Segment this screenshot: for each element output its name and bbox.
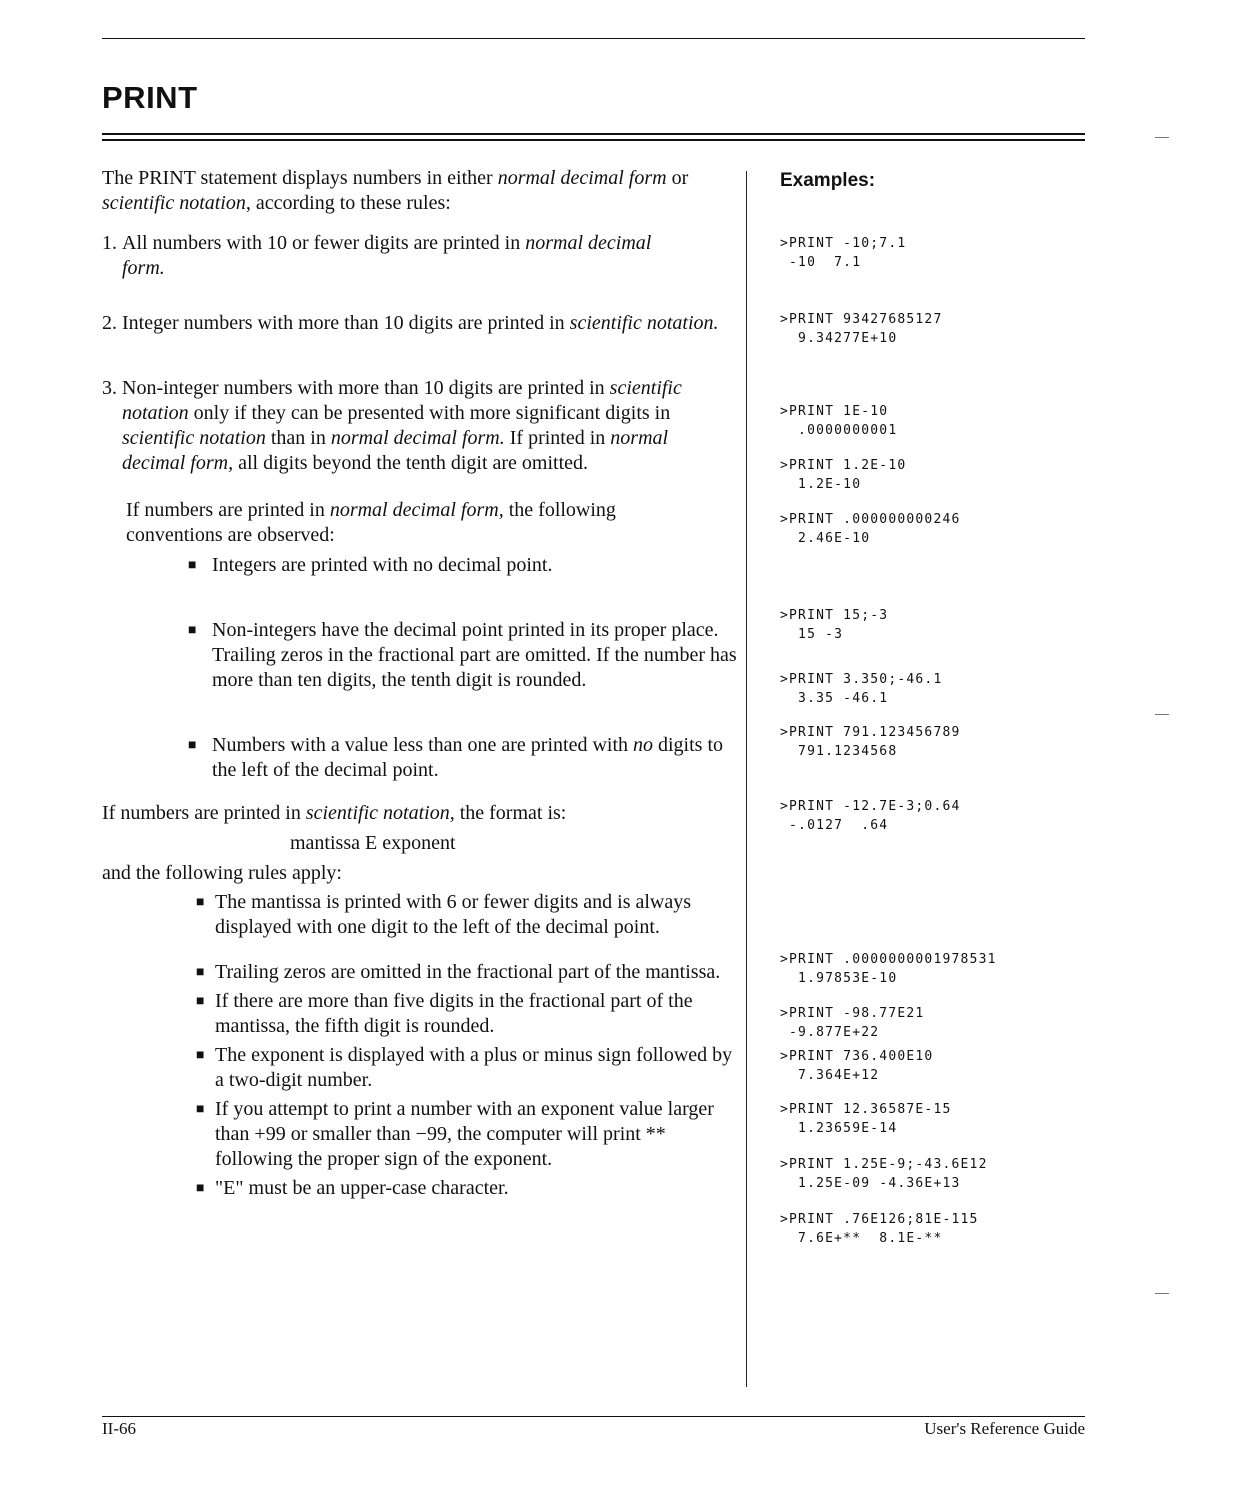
- scientific-bullet: [196, 1176, 742, 1201]
- example-command: >PRINT -10;7.1: [780, 236, 907, 251]
- footer-rule: [102, 1416, 1085, 1417]
- bullet-square-icon: ■: [196, 1102, 205, 1117]
- scientific-bullet: [196, 960, 742, 985]
- rule-2: [102, 311, 742, 336]
- bullet-text: Trailing zeros are omitted in the fractional part of the mantissa.: [215, 961, 721, 983]
- intro-text: according to these rules:: [250, 192, 451, 214]
- example-block: [780, 797, 1080, 835]
- rule-1: [102, 231, 682, 281]
- example-block: [780, 950, 1080, 988]
- example-output: 1.25E-09 -4.36E+13: [780, 1176, 961, 1191]
- margin-tick: [1155, 137, 1169, 138]
- example-output: 15 -3: [780, 627, 844, 642]
- bullet-square-icon: ■: [196, 1048, 205, 1063]
- bullet-text: Non-integers have the decimal point printed in its proper place. Trailing zeros in the fractional part are omitted. If the number has more than ten digits, the tenth digit is rounded.: [212, 619, 737, 691]
- intro-term: scientific notation,: [102, 192, 251, 214]
- scientific-bullet: [196, 890, 742, 940]
- example-block: [780, 456, 1080, 494]
- bullet-text-part: Numbers with a value less than one are printed with: [212, 734, 633, 756]
- example-output: 7.6E+** 8.1E-**: [780, 1231, 943, 1246]
- intro-text: The PRINT statement displays numbers in either: [102, 167, 498, 189]
- bullet-text-part: digits to the left of the decimal point.: [212, 734, 724, 781]
- bullet-text: The exponent is displayed with a plus or minus sign followed by a two-digit number.: [215, 1044, 733, 1091]
- example-output: -9.877E+22: [780, 1025, 880, 1040]
- rule-text: [122, 231, 682, 281]
- example-output: 1.97853E-10: [780, 971, 898, 986]
- example-command: >PRINT -12.7E-3;0.64: [780, 799, 961, 814]
- sci-intro-term: scientific notation,: [305, 802, 455, 824]
- rule-text-part: than in: [265, 427, 331, 449]
- normal-bullet: [188, 618, 742, 693]
- page-number: II-66: [102, 1419, 136, 1438]
- bullet-square-icon: ■: [188, 558, 197, 573]
- example-block: [780, 510, 1080, 548]
- guide-title: User's Reference Guide: [924, 1419, 1085, 1438]
- sci-intro-text: If numbers are printed in: [102, 802, 306, 824]
- rule-term: scientific notation: [122, 427, 266, 449]
- normal-bullet: [188, 553, 742, 578]
- margin-tick: [1155, 1293, 1169, 1294]
- sci-intro-text: the format is:: [454, 802, 567, 824]
- rule-text: [122, 311, 742, 336]
- rule-text-part: Non-integer numbers with more than 10 digits are printed in: [122, 377, 610, 399]
- bullet-text: Integers are printed with no decimal point.: [212, 554, 553, 576]
- example-command: >PRINT .000000000246: [780, 512, 961, 527]
- example-command: >PRINT -98.77E21: [780, 1006, 925, 1021]
- example-command: >PRINT 12.36587E-15: [780, 1102, 952, 1117]
- examples-heading: Examples:: [780, 170, 876, 191]
- rule-text-part: all digits beyond the tenth digit are omitted.: [233, 452, 589, 474]
- example-command: >PRINT 3.350;-46.1: [780, 672, 943, 687]
- example-command: >PRINT 1.2E-10: [780, 458, 907, 473]
- example-command: >PRINT .76E126;81E-115: [780, 1212, 979, 1227]
- scientific-bullet: [196, 1097, 742, 1172]
- normal-intro-text: the following conventions are observed:: [126, 499, 616, 546]
- normal-intro-term: normal decimal form,: [329, 499, 504, 521]
- rule-term: normal decimal form.: [330, 427, 505, 449]
- example-output: 7.364E+12: [780, 1068, 880, 1083]
- intro-text: or: [666, 167, 689, 189]
- example-output: 2.46E-10: [780, 531, 871, 546]
- rule-3: [102, 376, 702, 476]
- rule-text-part: only if they can be presented with more significant digits in: [188, 402, 671, 424]
- intro-paragraph: [102, 166, 742, 216]
- example-command: >PRINT 791.123456789: [780, 725, 961, 740]
- bullet-square-icon: ■: [196, 994, 205, 1009]
- example-output: -10 7.1: [780, 255, 862, 270]
- bullet-square-icon: ■: [188, 738, 197, 753]
- example-output: 3.35 -46.1: [780, 691, 889, 706]
- example-output: 9.34277E+10: [780, 331, 898, 346]
- bullet-square-icon: ■: [196, 895, 205, 910]
- example-command: >PRINT 736.400E10: [780, 1049, 934, 1064]
- example-block: [780, 310, 1080, 348]
- margin-tick: [1155, 714, 1169, 715]
- top-rule: [102, 38, 1085, 39]
- example-command: >PRINT 93427685127: [780, 312, 943, 327]
- rule-number: 3.: [102, 377, 117, 399]
- rule-text-part: Integer numbers with more than 10 digits are printed in: [122, 312, 570, 334]
- example-output: -.0127 .64: [780, 818, 889, 833]
- example-output: .0000000001: [780, 423, 898, 438]
- example-block: [780, 1100, 1080, 1138]
- example-output: 1.23659E-14: [780, 1121, 898, 1136]
- bullet-text: The mantissa is printed with 6 or fewer digits and is always displayed with one digit to the left of the decimal point.: [215, 891, 692, 938]
- intro-term: normal decimal form: [497, 167, 667, 189]
- example-block: [780, 606, 1080, 644]
- rules-intro: and the following rules apply:: [102, 862, 342, 884]
- column-divider: [746, 171, 747, 1387]
- rule-term: normal decimal form.: [122, 232, 652, 279]
- scientific-bullet: [196, 1043, 742, 1093]
- title-rule-upper: [102, 133, 1085, 135]
- example-block: [780, 1004, 1080, 1042]
- bullet-text: [212, 733, 742, 783]
- bullet-text: If you attempt to print a number with an exponent value larger than +99 or smaller than −99, the computer will print ** following the proper sign of the exponent.: [215, 1098, 714, 1170]
- rule-text: [122, 376, 702, 476]
- title-rule-lower: [102, 139, 1085, 141]
- scientific-intro: [102, 801, 742, 826]
- rule-text-part: If printed in: [504, 427, 611, 449]
- normal-bullet: [188, 733, 742, 783]
- example-block: [780, 723, 1080, 761]
- example-block: [780, 402, 1080, 440]
- format-line: mantissa E exponent: [290, 832, 456, 854]
- example-command: >PRINT 15;-3: [780, 608, 889, 623]
- bullet-emphasis: no: [633, 734, 653, 756]
- example-block: [780, 1047, 1080, 1085]
- example-block: [780, 1210, 1080, 1248]
- bullet-square-icon: ■: [196, 1181, 205, 1196]
- example-command: >PRINT 1.25E-9;-43.6E12: [780, 1157, 988, 1172]
- example-command: >PRINT .0000000001978531: [780, 952, 997, 967]
- rule-text-part: All numbers with 10 or fewer digits are printed in: [122, 232, 526, 254]
- bullet-text: If there are more than five digits in the fractional part of the mantissa, the fifth digit is rounded.: [215, 990, 693, 1037]
- rule-number: 2.: [102, 312, 117, 334]
- examples-column: [780, 170, 997, 1246]
- bullet-text: "E" must be an upper-case character.: [215, 1177, 509, 1199]
- example-block: [780, 670, 1080, 708]
- example-command: >PRINT 1E-10: [780, 404, 889, 419]
- normal-form-intro: [126, 498, 696, 548]
- rule-term: scientific notation: [122, 377, 682, 424]
- scientific-bullet: [196, 989, 742, 1039]
- rule-term: normal decimal form,: [122, 427, 669, 474]
- rule-number: 1.: [102, 232, 117, 254]
- normal-intro-text: If numbers are printed in: [126, 499, 330, 521]
- example-block: [780, 234, 1080, 272]
- bullet-square-icon: ■: [188, 623, 197, 638]
- rules-column: [102, 166, 742, 1201]
- page-title: PRINT: [102, 80, 198, 115]
- bullet-square-icon: ■: [196, 965, 205, 980]
- rule-term: scientific notation.: [569, 312, 719, 334]
- example-output: 791.1234568: [780, 744, 898, 759]
- example-output: 1.2E-10: [780, 477, 862, 492]
- example-block: [780, 1155, 1080, 1193]
